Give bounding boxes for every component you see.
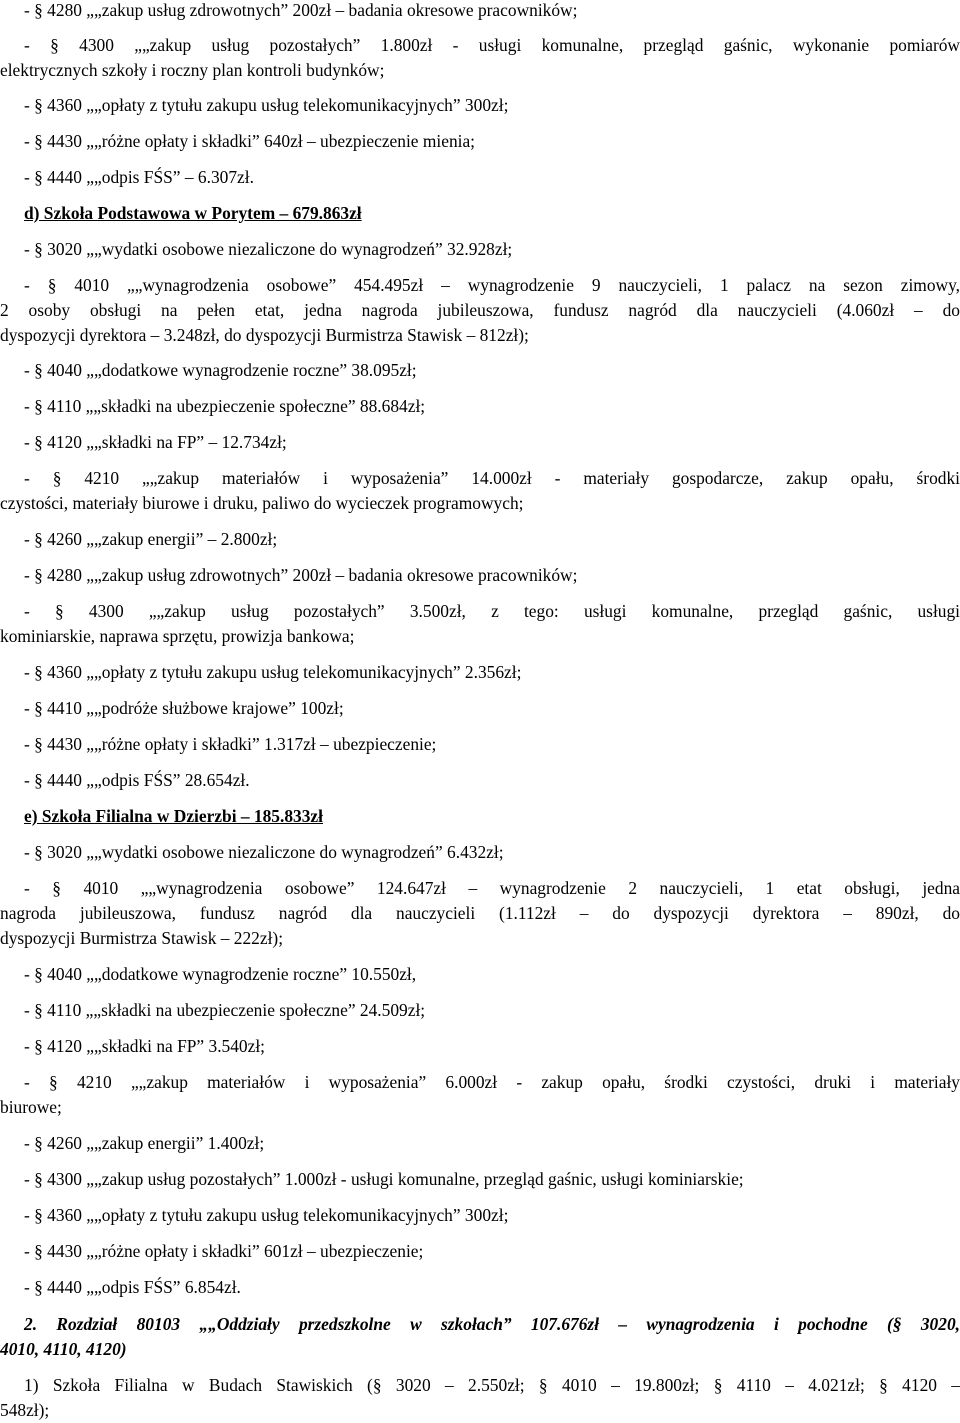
text-line: biurowe;: [0, 1097, 62, 1117]
text-line: - § 4120 „„składki na FP” 3.540zł;: [24, 1036, 266, 1056]
chapter-heading-cont: 4010, 4110, 4120): [0, 1339, 127, 1359]
text-line: - § 4260 „„zakup energii” 1.400zł;: [24, 1133, 265, 1153]
text-line: - § 3020 „„wydatki osobowe niezaliczone do wynagrodzeń” 32.928zł;: [24, 239, 513, 259]
text-line: - § 4280 „„zakup usług zdrowotnych” 200zł – badania okresowe pracowników;: [24, 0, 578, 20]
text-line: - § 4440 „„odpis FŚS” – 6.307zł.: [24, 167, 254, 187]
text-line: - § 4430 „„różne opłaty i składki” 1.317zł – ubezpieczenie;: [24, 734, 437, 754]
text-line: - § 4120 „„składki na FP” – 12.734zł;: [24, 432, 287, 452]
text-line: - § 4040 „„dodatkowe wynagrodzenie roczne” 38.095zł;: [24, 360, 417, 380]
text-line: 1) Szkoła Filialna w Budach Stawiskich (§ 3020 – 2.550zł; § 4010 – 19.800zł; § 4110 – 4.021zł; § 4120 –: [24, 1375, 960, 1395]
text-line: - § 4010 „„wynagrodzenia osobowe” 454.495zł – wynagrodzenie 9 nauczycieli, 1 palacz na sezon zimowy,: [24, 275, 960, 295]
text-line: 2 osoby obsługi na pełen etat, jedna nagroda jubileuszowa, fundusz nagród dla nauczycieli (4.060zł – do: [0, 300, 960, 320]
text-line: - § 4210 „„zakup materiałów i wyposażenia” 14.000zł - materiały gospodarcze, zakup opału, środki: [24, 468, 960, 488]
text-line: - § 4210 „„zakup materiałów i wyposażenia” 6.000zł - zakup opału, środki czystości, druki i materiały: [24, 1072, 960, 1092]
text-line: - § 3020 „„wydatki osobowe niezaliczone do wynagrodzeń” 6.432zł;: [24, 842, 504, 862]
text-line: kominiarskie, naprawa sprzętu, prowizja bankowa;: [0, 626, 355, 646]
text-line: nagroda jubileuszowa, fundusz nagród dla nauczycieli (1.112zł – do dyspozycji dyrektora – 890zł, do: [0, 903, 960, 923]
text-line: - § 4260 „„zakup energii” – 2.800zł;: [24, 529, 278, 549]
text-line: - § 4110 „„składki na ubezpieczenie społeczne” 24.509zł;: [24, 1000, 426, 1020]
text-line: czystości, materiały biurowe i druku, paliwo do wycieczek programowych;: [0, 493, 524, 513]
text-line: - § 4280 „„zakup usług zdrowotnych” 200zł – badania okresowe pracowników;: [24, 565, 578, 585]
text-line: - § 4360 „„opłaty z tytułu zakupu usług telekomunikacyjnych” 300zł;: [24, 95, 509, 115]
text-line: elektrycznych szkoły i roczny plan kontroli budynków;: [0, 60, 385, 80]
text-line: - § 4040 „„dodatkowe wynagrodzenie roczne” 10.550zł,: [24, 964, 417, 984]
text-line: dyspozycji Burmistrza Stawisk – 222zł);: [0, 928, 284, 948]
text-line: dyspozycji dyrektora – 3.248zł, do dyspozycji Burmistrza Stawisk – 812zł);: [0, 325, 529, 345]
chapter-heading: 2. Rozdział 80103 „„Oddziały przedszkolne w szkołach” 107.676zł – wynagrodzenia i pochodne (§ 3020,: [24, 1314, 960, 1334]
text-line: - § 4010 „„wynagrodzenia osobowe” 124.647zł – wynagrodzenie 2 nauczycieli, 1 etat obsługi, jedna: [24, 878, 960, 898]
section-heading: e) Szkoła Filialna w Dzierzbi – 185.833zł: [24, 806, 323, 826]
text-line: - § 4430 „„różne opłaty i składki” 640zł – ubezpieczenie mienia;: [24, 131, 476, 151]
text-line: - § 4110 „„składki na ubezpieczenie społeczne” 88.684zł;: [24, 396, 426, 416]
text-line: 548zł);: [0, 1400, 50, 1420]
text-line: - § 4410 „„podróże służbowe krajowe” 100zł;: [24, 698, 344, 718]
text-line: - § 4300 „„zakup usług pozostałych” 1.800zł - usługi komunalne, przegląd gaśnic, wykonanie pomiarów: [24, 35, 960, 55]
text-line: - § 4360 „„opłaty z tytułu zakupu usług telekomunikacyjnych” 300zł;: [24, 1205, 509, 1225]
text-line: - § 4300 „„zakup usług pozostałych” 3.500zł, z tego: usługi komunalne, przegląd gaśnic, usługi: [24, 601, 960, 621]
text-line: - § 4440 „„odpis FŚS” 28.654zł.: [24, 770, 250, 790]
text-line: - § 4440 „„odpis FŚS” 6.854zł.: [24, 1277, 241, 1297]
text-line: - § 4360 „„opłaty z tytułu zakupu usług telekomunikacyjnych” 2.356zł;: [24, 662, 522, 682]
section-heading: d) Szkoła Podstawowa w Porytem – 679.863zł: [24, 203, 362, 223]
text-line: - § 4300 „„zakup usług pozostałych” 1.000zł - usługi komunalne, przegląd gaśnic, usługi kominiarskie;: [24, 1169, 744, 1189]
text-line: - § 4430 „„różne opłaty i składki” 601zł – ubezpieczenie;: [24, 1241, 424, 1261]
